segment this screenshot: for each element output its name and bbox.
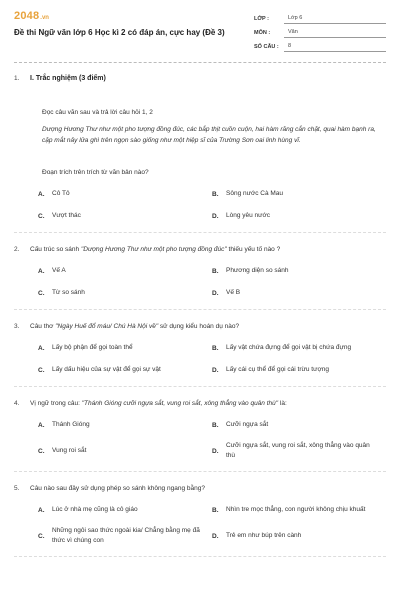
answer-option[interactable] <box>38 287 212 299</box>
option-text: Những ngôi sao thức ngoài kia/ Chẳng bằng mẹ đã thức vì chúng con <box>52 527 200 544</box>
reading-passage: Dượng Hương Thư như một pho tượng đồng đúc, các bắp thịt cuồn cuộn, hai hàm răng cắn chặt, quai hàm bạnh ra, cặp mắt nảy lửa ghì trên ngọn sào giống như một hiệp sĩ của Trường Sơn oai linh hùng vĩ. <box>42 126 376 144</box>
question-text <box>42 168 149 178</box>
option-text: Lấy bộ phận để gọi toàn thể <box>52 344 133 351</box>
answer-option[interactable] <box>38 188 212 200</box>
question-divider <box>14 556 386 557</box>
option-text: Thánh Gióng <box>52 421 90 428</box>
exam-title: Đề thi Ngữ văn lớp 6 Học kì 2 có đáp án, cực hay (Đề 3) <box>14 28 225 37</box>
question-stem <box>14 322 386 332</box>
option-letter: A. <box>38 506 45 514</box>
option-text: Vế A <box>52 267 66 274</box>
stem-text: Vị ngữ trong câu: <box>30 400 82 407</box>
stem-text-tail: thiếu yếu tố nào ? <box>226 246 281 253</box>
stem-text-tail: sử dụng kiểu hoán dụ nào? <box>158 323 240 330</box>
stem-quote: "Dượng Hương Thư như một pho tượng đồng đúc" <box>80 246 227 253</box>
exam-header <box>14 0 386 62</box>
option-letter: A. <box>38 190 45 198</box>
answer-option[interactable] <box>38 441 212 461</box>
stem-text: Câu thơ <box>30 323 56 330</box>
answer-option[interactable] <box>38 342 212 354</box>
option-letter: D. <box>212 212 219 220</box>
header-left <box>14 10 254 37</box>
meta-row-class <box>254 12 386 26</box>
logo-domain-text: .vn <box>40 15 49 21</box>
answer-option[interactable] <box>212 287 386 299</box>
option-text: Trẻ em như búp trên cành <box>226 532 302 539</box>
question-number: 4. <box>14 400 20 407</box>
answer-option[interactable] <box>38 504 212 516</box>
option-text: Cưỡi ngựa sắt, vung roi sắt, xông thẳng vào quân thù <box>226 442 370 459</box>
question-block <box>14 399 386 472</box>
question-block <box>14 322 386 387</box>
stem-text: Câu nào sau đây sử dụng phép so sánh không ngang bằng? <box>30 485 205 492</box>
section-heading <box>14 71 386 85</box>
option-text: Từ so sánh <box>52 289 85 296</box>
answer-options <box>38 504 386 546</box>
option-letter: C. <box>38 447 45 455</box>
question-list <box>14 168 386 557</box>
option-letter: B. <box>212 506 219 514</box>
option-letter: C. <box>38 212 45 220</box>
option-letter: C. <box>38 366 45 374</box>
option-letter: D. <box>212 366 219 374</box>
passage-intro: Đọc câu văn sau và trả lời câu hỏi 1, 2 <box>42 109 153 116</box>
stem-quote: "Ngày Huế đổ máu/ Chú Hà Nội về" <box>55 323 159 330</box>
question-stem <box>14 399 386 409</box>
option-letter: A. <box>38 267 45 275</box>
option-letter: D. <box>212 289 219 297</box>
option-letter: A. <box>38 421 45 429</box>
question-stem <box>14 484 386 494</box>
option-letter: D. <box>212 532 219 540</box>
answer-option[interactable] <box>38 419 212 431</box>
section-title: I. Trắc nghiệm (3 điểm) <box>30 74 106 82</box>
option-letter: B. <box>212 421 219 429</box>
meta-label: LỚP : <box>254 16 269 22</box>
stem-text: Cấu trúc so sánh <box>30 246 81 253</box>
answer-options <box>38 419 386 461</box>
option-letter: D. <box>212 447 219 455</box>
question-block <box>14 484 386 557</box>
stem-quote: "Thánh Gióng cưỡi ngựa sắt, vung roi sắt, xông thẳng vào quân thù" <box>81 400 279 407</box>
question-number: 3. <box>14 323 20 330</box>
answer-option[interactable] <box>38 265 212 277</box>
meta-value: Văn <box>284 28 386 38</box>
option-text: Vung roi sắt <box>52 447 87 454</box>
meta-value: Lớp 6 <box>284 14 386 24</box>
header-divider <box>14 62 386 63</box>
meta-row-count <box>254 40 386 54</box>
answer-options <box>38 342 386 376</box>
option-text: Vế B <box>226 289 241 296</box>
question-stem <box>14 245 386 255</box>
option-letter: B. <box>212 267 219 275</box>
option-text: Lấy dấu hiệu của sự vật để gọi sự vật <box>52 366 161 373</box>
question-divider <box>14 232 386 233</box>
option-text: Vượt thác <box>52 212 81 219</box>
option-text: Lúc ở nhà mẹ cũng là cô giáo <box>52 506 138 513</box>
question-text <box>30 245 280 255</box>
meta-label: SỐ CÂU : <box>254 44 279 50</box>
meta-value: 8 <box>284 42 386 52</box>
question-text <box>30 322 239 332</box>
answer-option[interactable] <box>212 419 386 431</box>
option-letter: B. <box>212 190 219 198</box>
option-letter: A. <box>38 344 45 352</box>
question-divider <box>14 471 386 472</box>
question-block <box>14 245 386 310</box>
question-number: 2. <box>14 246 20 253</box>
option-letter: C. <box>38 289 45 297</box>
answer-option[interactable] <box>212 364 386 376</box>
question-stem <box>42 168 386 178</box>
answer-option[interactable] <box>212 188 386 200</box>
question-text <box>30 484 205 494</box>
answer-option[interactable] <box>38 526 212 546</box>
answer-option[interactable] <box>212 526 386 546</box>
answer-option[interactable] <box>212 265 386 277</box>
question-block <box>14 168 386 233</box>
stem-text: Đoạn trích trên trích từ văn bản nào? <box>42 169 149 176</box>
question-number: 5. <box>14 485 20 492</box>
question-divider <box>14 309 386 310</box>
option-letter: B. <box>212 344 219 352</box>
option-text: Lấy vật chứa đựng để gọi vật bị chứa đựng <box>226 344 352 351</box>
option-text: Phương diện so sánh <box>226 267 289 274</box>
exam-meta <box>254 12 386 54</box>
answer-option[interactable] <box>212 210 386 222</box>
question-divider <box>14 386 386 387</box>
option-text: Nhìn tre mọc thẳng, con người không chịu khuất <box>226 506 366 513</box>
option-text: Lòng yêu nước <box>226 212 271 219</box>
site-logo[interactable] <box>14 10 254 22</box>
question-text <box>30 399 287 409</box>
answer-options <box>38 265 386 299</box>
option-text: Lấy cái cụ thể để gọi cái trừu tượng <box>226 366 329 373</box>
option-text: Cưỡi ngựa sắt <box>226 421 269 428</box>
answer-option[interactable] <box>38 364 212 376</box>
meta-row-subject <box>254 26 386 40</box>
option-letter: C. <box>38 532 45 540</box>
answer-option[interactable] <box>212 441 386 461</box>
answer-options <box>38 188 386 222</box>
answer-option[interactable] <box>38 210 212 222</box>
option-text: Sông nước Cà Mau <box>226 190 284 197</box>
meta-label: MÔN : <box>254 30 271 36</box>
answer-option[interactable] <box>212 342 386 354</box>
option-text: Cô Tô <box>52 190 70 197</box>
question-number: 1. <box>14 74 20 82</box>
stem-text-tail: là: <box>278 400 287 407</box>
answer-option[interactable] <box>212 504 386 516</box>
logo-main-text: 2048 <box>14 10 40 22</box>
